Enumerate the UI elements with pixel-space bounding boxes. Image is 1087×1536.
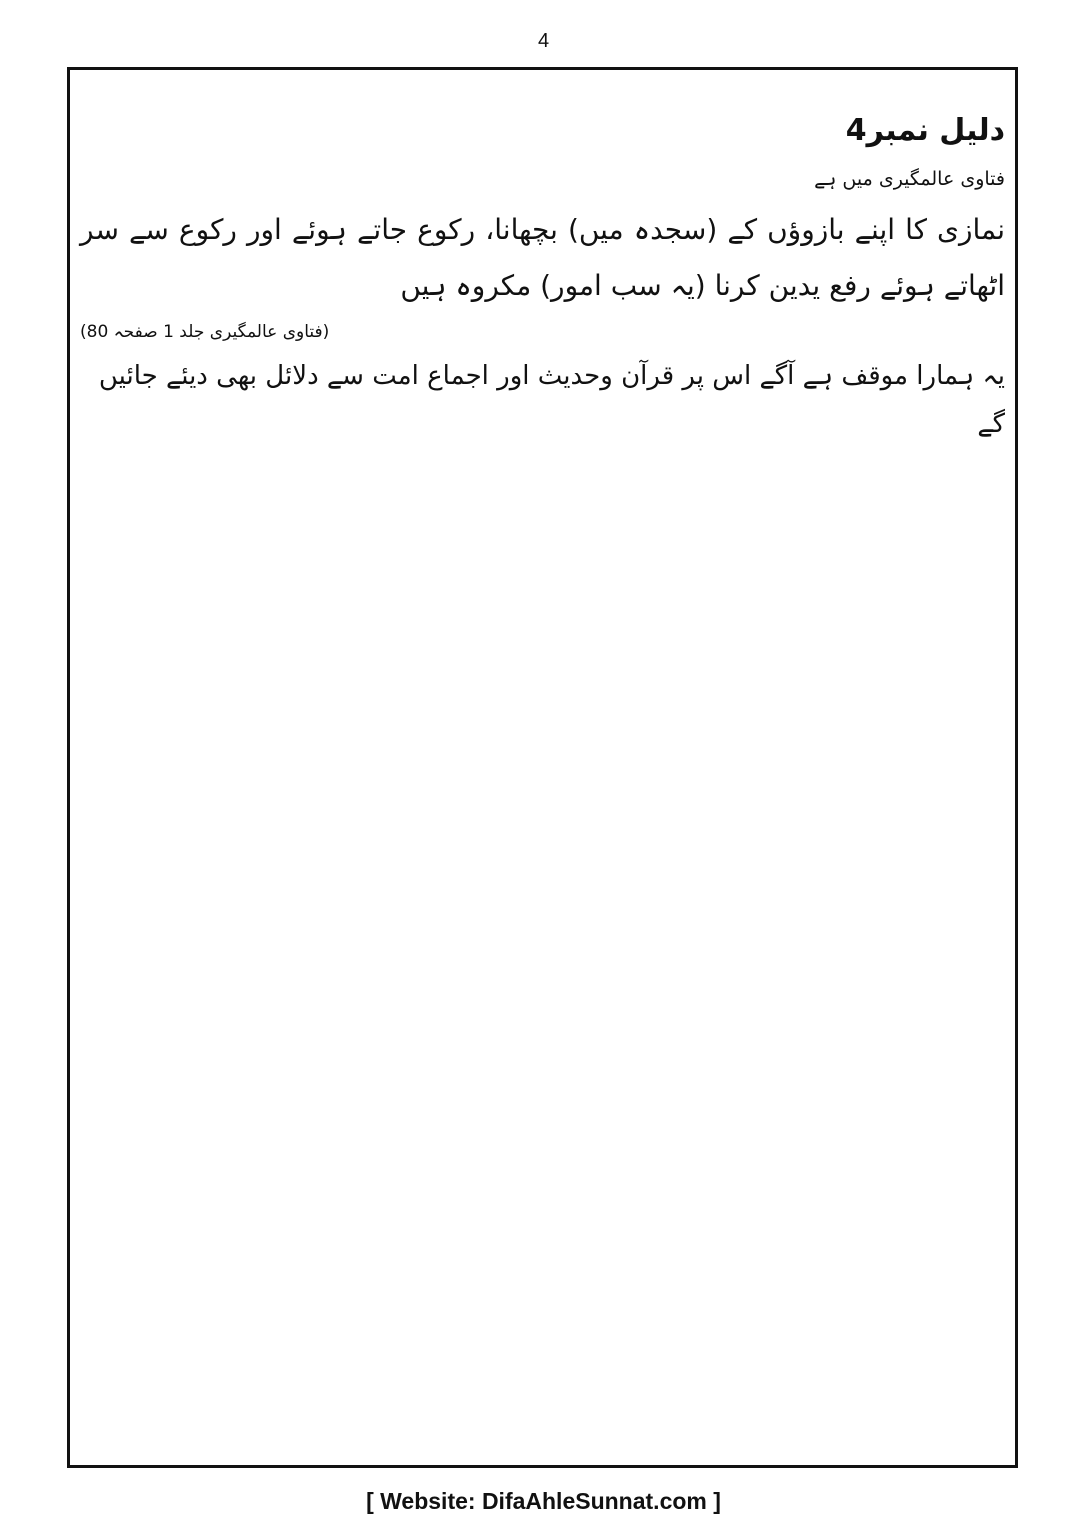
document-content: [70, 90, 1015, 448]
evidence-heading: دلیل نمبر4: [845, 113, 1005, 148]
quoted-ruling: نمازی کا اپنے بازوؤں کے (سجدہ میں) بچھانا، رکوع جاتے ہوئے اور رکوع سے سر اٹھاتے ہوئے رفع یدین کرنا (یہ سب امور) مکروہ ہیں: [80, 213, 1005, 302]
page-number: 4: [537, 30, 550, 52]
website-footer: [ Website: DifaAhleSunnat.com ]: [366, 1488, 721, 1514]
source-intro: فتاوی عالمگیری میں ہے: [814, 168, 1005, 190]
citation-reference: (فتاوی عالمگیری جلد 1 صفحہ 80): [80, 322, 330, 342]
conclusion-statement: یہ ہمارا موقف ہے آگے اس پر قرآن وحدیث اور اجماع امت سے دلائل بھی دیئے جائیں گے: [98, 361, 1005, 439]
